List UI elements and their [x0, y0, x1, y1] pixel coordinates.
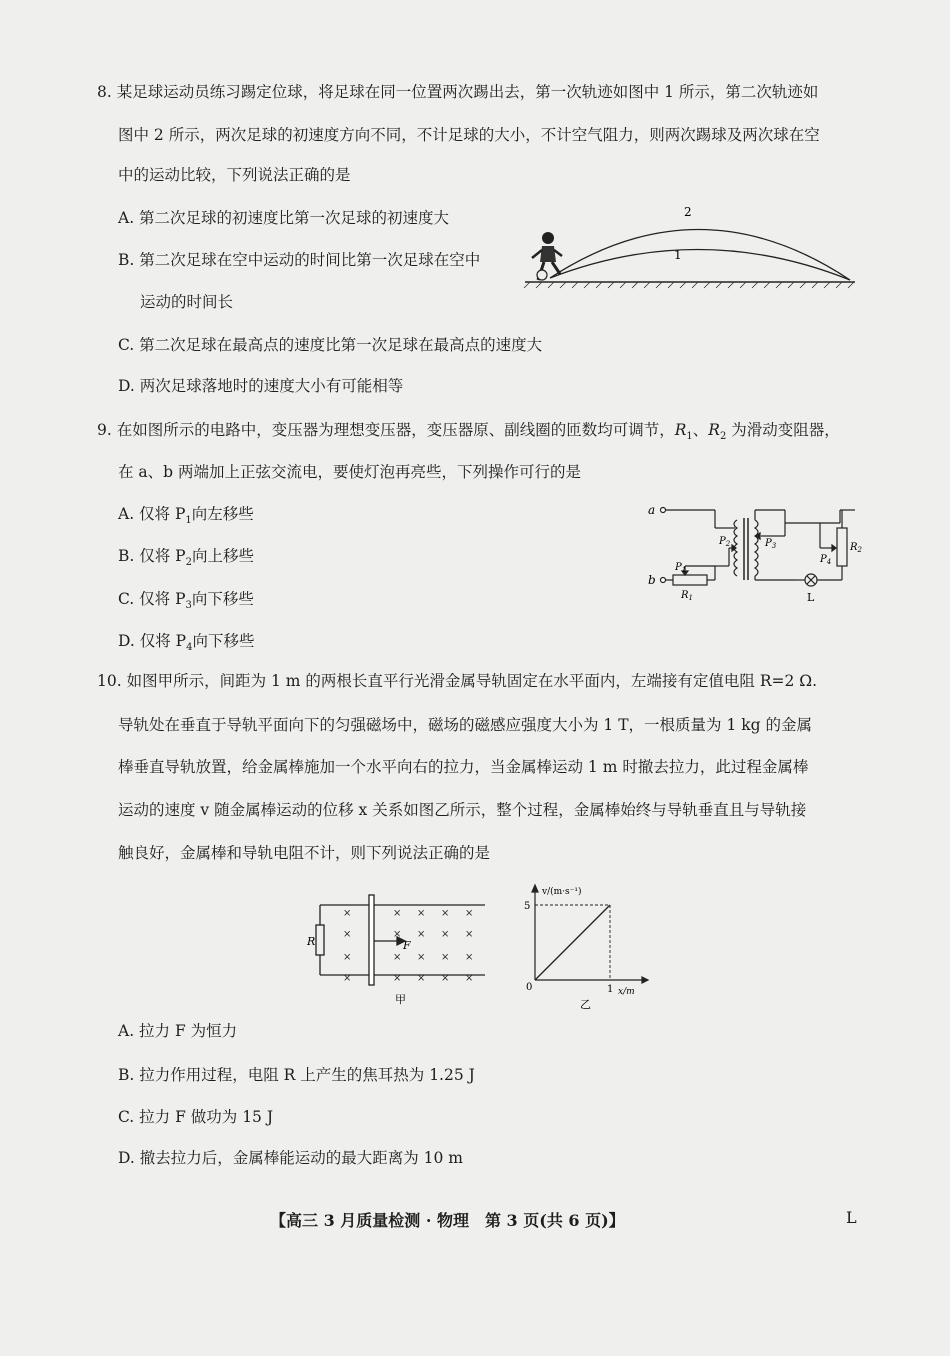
field-cross: × [465, 929, 474, 940]
q9-d-post: 向下移些 [192, 632, 255, 650]
resistor-r [316, 925, 324, 955]
q9-c-post: 向下移些 [191, 590, 254, 608]
q10-stem-line2: 导轨处在垂直于导轨平面向下的匀强磁场中，磁场的磁感应强度大小为 1 T，一根质量为 1 kg 的金属 [118, 716, 813, 734]
q9-stem-line2: 在 a、b 两端加上正弦交流电，要使灯泡再亮些，下列操作可行的是 [118, 463, 582, 481]
label-a: a [648, 503, 656, 517]
label-p1: $P_1$ [675, 562, 687, 574]
page-footer-mark: L [846, 1208, 857, 1227]
q8-option-d: D. 两次足球落地时的速度大小有可能相等 [118, 377, 404, 395]
label-b: b [648, 573, 656, 587]
q10-stem-line4: 运动的速度 v 随金属棒运动的位移 x 关系如图乙所示，整个过程，金属棒始终与导轨垂直且与导轨接 [118, 801, 807, 819]
terminal-b [661, 578, 666, 583]
y-axis-label: v/(m·s⁻¹) [542, 887, 582, 897]
q9-r2-sub: 2 [719, 431, 727, 443]
label-p2: $P_2$ [719, 536, 731, 548]
x-axis-label: x/m [618, 987, 635, 997]
trajectory-2-label: 2 [684, 205, 692, 219]
field-cross: × [441, 929, 450, 940]
q9-stem-line1 [97, 420, 840, 447]
caption-jia: 甲 [395, 993, 406, 1006]
q10-stem-line1: 10. 如图甲所示，间距为 1 m 的两根长直平行光滑金属导轨固定在水平面内，左端接有定值电阻 R=2 Ω. [97, 672, 818, 690]
q9-r1: R [674, 421, 687, 439]
q8-stem-line3: 中的运动比较，下列说法正确的是 [118, 166, 351, 184]
field-cross: × [441, 952, 450, 963]
q9-b-post: 向上移些 [191, 547, 254, 565]
q9-c-pre: C. 仅将 P [118, 590, 186, 608]
q8-option-c: C. 第二次足球在最高点的速度比第一次足球在最高点的速度大 [118, 336, 543, 354]
q9-r2: R [708, 421, 720, 439]
vx-data-line [535, 905, 610, 980]
q8-option-b-line2: 运动的时间长 [140, 293, 234, 311]
resistor-r1 [673, 575, 707, 585]
field-cross: × [417, 929, 426, 940]
field-cross: × [343, 973, 352, 984]
q9-stem-sep: 、 [692, 421, 709, 439]
q9-c-sub: 3 [185, 600, 192, 612]
q9-a-sub: 1 [185, 515, 192, 527]
q9-stem-text-e: 为滑动变阻器， [726, 421, 840, 439]
caption-yi: 乙 [580, 998, 591, 1011]
field-cross: × [343, 908, 352, 919]
metal-rod [369, 895, 374, 985]
q9-d-sub: 4 [186, 642, 193, 654]
q9-option-d [118, 631, 254, 658]
trajectory-2 [550, 229, 850, 280]
field-cross: × [441, 908, 450, 919]
label-p4: $P_4$ [820, 554, 832, 566]
field-cross: × [417, 973, 426, 984]
label-p3: $P_3$ [765, 538, 777, 550]
field-cross: × [343, 952, 352, 963]
q10-option-a: A. 拉力 F 为恒力 [118, 1022, 238, 1040]
field-cross: × [465, 952, 474, 963]
secondary-coil [755, 520, 758, 576]
q9-option-a [118, 504, 254, 531]
q8-option-b-line1: B. 第二次足球在空中运动的时间比第一次足球在空中 [118, 251, 481, 269]
field-cross: × [343, 929, 352, 940]
label-r2: $R_2$ [850, 542, 862, 554]
q9-r1-sub: 1 [686, 431, 693, 443]
field-cross: × [465, 973, 474, 984]
field-cross: × [465, 908, 474, 919]
label-r1: $R_1$ [681, 590, 693, 602]
q8-option-a: A. 第二次足球的初速度比第一次足球的初速度大 [118, 209, 450, 227]
origin-label: 0 [526, 982, 533, 993]
q10-option-b: B. 拉力作用过程，电阻 R 上产生的焦耳热为 1.25 J [118, 1066, 475, 1084]
label-lamp: L [807, 591, 815, 604]
q10-option-c: C. 拉力 F 做功为 15 J [118, 1108, 274, 1126]
q8-stem-line1: 8. 某足球运动员练习踢定位球，将足球在同一位置两次踢出去，第一次轨迹如图中 1 所示，第二次轨迹如 [97, 83, 819, 101]
q9-a-pre: A. 仅将 P [118, 505, 186, 523]
x-tick-1: 1 [607, 984, 614, 995]
q8-trajectory-figure [520, 200, 860, 295]
field-cross: × [441, 973, 450, 984]
terminal-a [661, 508, 666, 513]
q9-stem-text-a: 9. 在如图所示的电路中，变压器为理想变压器，变压器原、副线圈的匝数均可调节， [97, 421, 675, 439]
q10-figure-jia [305, 885, 495, 1010]
field-cross: × [417, 952, 426, 963]
q9-d-pre: D. 仅将 P [118, 632, 187, 650]
field-cross: × [393, 973, 402, 984]
q9-option-c [118, 589, 254, 616]
field-cross: × [393, 952, 402, 963]
trajectory-1-label: 1 [674, 248, 682, 262]
q10-option-d: D. 撤去拉力后，金属棒能运动的最大距离为 10 m [118, 1149, 464, 1167]
q9-option-b [118, 546, 254, 573]
field-cross: × [393, 929, 402, 940]
q9-a-post: 向左移些 [191, 505, 254, 523]
field-cross: × [417, 908, 426, 919]
q9-circuit-figure [645, 498, 870, 610]
q10-stem-line5: 触良好，金属棒和导轨电阻不计，则下列说法正确的是 [118, 844, 491, 862]
page-footer-title: 【高三 3 月质量检测 · 物理 第 3 页(共 6 页)】 [270, 1211, 625, 1230]
y-tick-5: 5 [524, 901, 531, 912]
q9-b-pre: B. 仅将 P [118, 547, 186, 565]
ground-hatching [524, 282, 854, 288]
q10-figure-yi-chart [520, 880, 650, 1015]
label-r: R [307, 935, 316, 948]
label-f: F [403, 939, 411, 952]
resistor-r2 [837, 528, 847, 566]
q9-b-sub: 2 [185, 557, 192, 569]
q10-stem-line3: 棒垂直导轨放置，给金属棒施加一个水平向右的拉力，当金属棒运动 1 m 时撤去拉力，此过程金属棒 [118, 758, 809, 776]
q8-stem-line2: 图中 2 所示，两次足球的初速度方向不同，不计足球的大小，不计空气阻力，则两次踢球及两次球在空 [118, 126, 820, 144]
field-cross: × [393, 908, 402, 919]
